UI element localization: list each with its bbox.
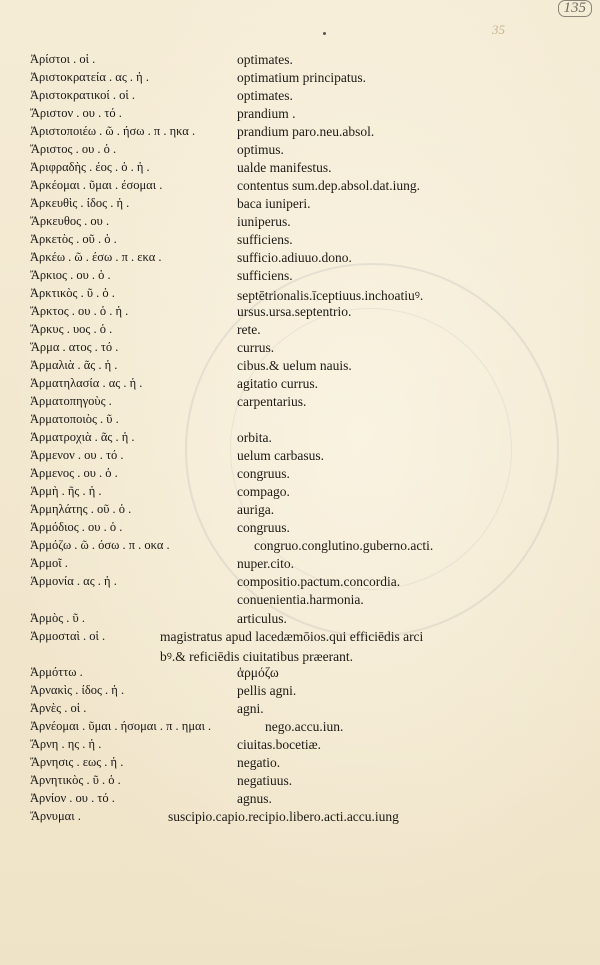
greek-headword: Ἀρκευθὶς . ίδος . ἡ . (30, 196, 130, 210)
latin-gloss: nego.accu.iun. (265, 719, 344, 734)
dictionary-entry (0, 124, 600, 144)
greek-headword: Ἁρμόδιος . ου . ὁ . (30, 520, 123, 534)
latin-gloss: ursus.ursa.septentrio. (237, 304, 352, 319)
latin-gloss: sufficiens. (237, 232, 293, 247)
greek-headword: Ἁρματοποιὸς . ῦ . (30, 412, 119, 426)
greek-headword: Ἄριστον . ου . τό . (30, 106, 122, 120)
dictionary-entry (0, 160, 600, 180)
dictionary-entry (0, 484, 600, 504)
greek-headword: Ἄρνη . ης . ἡ . (30, 737, 102, 751)
latin-gloss: agni. (237, 701, 264, 716)
latin-gloss: baca iuniperi. (237, 196, 311, 211)
dictionary-entry (0, 574, 600, 594)
latin-gloss: agnus. (237, 791, 272, 806)
latin-gloss: agitatio currus. (237, 376, 318, 391)
greek-headword: Ἅρμα . ατος . τό . (30, 340, 119, 354)
dictionary-entry (0, 791, 600, 811)
greek-headword: Ἀρμαλιὰ . ᾶς . ἡ . (30, 358, 118, 372)
greek-headword: Ἄρκυς . υος . ὁ . (30, 322, 113, 336)
greek-headword: Ἁρμὸς . ῦ . (30, 611, 85, 625)
latin-gloss: cibus.& uelum nauis. (237, 358, 352, 373)
dictionary-entry (0, 322, 600, 342)
greek-headword: Ἀριστοκρατεία . ας . ἡ . (30, 70, 149, 84)
greek-headword: Ἀρίστοι . οἱ . (30, 52, 96, 66)
dictionary-entry (0, 358, 600, 378)
dictionary-entry (0, 665, 600, 685)
dictionary-entry (0, 394, 600, 414)
latin-gloss: ualde manifestus. (237, 160, 332, 175)
dictionary-entry (0, 611, 600, 631)
dictionary-entry (0, 466, 600, 486)
dictionary-entry-continuation (0, 647, 600, 667)
latin-gloss: compositio.pactum.concordia. (237, 574, 401, 589)
latin-gloss: articulus. (237, 611, 287, 626)
greek-headword: Ἀρκέομαι . ῦμαι . έσομαι . (30, 178, 163, 192)
latin-gloss: rete. (237, 322, 261, 337)
dictionary-entry (0, 412, 600, 432)
greek-headword: Ἀρνέομαι . ῦμαι . ήσομαι . π . ημαι . (30, 719, 212, 733)
greek-headword: Ἀρνακὶς . ίδος . ἡ . (30, 683, 125, 697)
greek-headword: Ἄρκιος . ου . ὁ . (30, 268, 111, 282)
greek-headword: Ἀριστοποιέω . ῶ . ήσω . π . ηκα . (30, 124, 196, 138)
greek-headword: Ἀρνίον . ου . τό . (30, 791, 115, 805)
greek-headword: Ἁρμονία . ας . ἡ . (30, 574, 117, 588)
latin-gloss: sufficiens. (237, 268, 293, 283)
greek-headword: Ἁρμοσταὶ . οἱ . (30, 629, 106, 643)
latin-gloss: currus. (237, 340, 275, 355)
dictionary-entry (0, 538, 600, 558)
greek-headword: Ἁρμενον . ου . τό . (30, 448, 124, 462)
dictionary-entry (0, 52, 600, 72)
greek-headword: Ἄρκευθος . ου . (30, 214, 110, 228)
latin-gloss: prandium paro.neu.absol. (237, 124, 375, 139)
latin-gloss: optimatium principatus. (237, 70, 366, 85)
latin-gloss: congruus. (237, 466, 290, 481)
latin-gloss: prandium . (237, 106, 296, 121)
greek-headword: Ἁρμόζω . ῶ . όσω . π . οκα . (30, 538, 170, 552)
latin-gloss: suscipio.capio.recipio.libero.acti.accu.iung (168, 809, 399, 824)
latin-gloss: congruus. (237, 520, 290, 535)
latin-gloss: pellis agni. (237, 683, 297, 698)
latin-gloss: congruo.conglutino.guberno.acti. (254, 538, 434, 553)
dictionary-entry (0, 430, 600, 450)
greek-headword: Ἀρκτικὸς . ῦ . ὁ . (30, 286, 115, 300)
latin-gloss: optimates. (237, 88, 293, 103)
greek-headword: Ἄρνυμαι . (30, 809, 81, 823)
dictionary-entry (0, 520, 600, 540)
dictionary-entry (0, 268, 600, 288)
page-number: 135 (558, 0, 593, 17)
greek-headword: Ἄρνησις . εως . ἡ . (30, 755, 124, 769)
dictionary-entry (0, 448, 600, 468)
greek-headword: Ἁρμοῖ . (30, 556, 68, 570)
dictionary-entry (0, 737, 600, 757)
dictionary-entry (0, 629, 600, 649)
dictionary-entry (0, 340, 600, 360)
dictionary-entry (0, 376, 600, 396)
latin-gloss: bꝰ.& reficiēdis ciuitatibus præerant. (160, 649, 353, 664)
dictionary-entry (0, 773, 600, 793)
latin-gloss: optimus. (237, 142, 284, 157)
greek-headword: Ἀριστοκρατικοί . οἱ . (30, 88, 135, 102)
dictionary-entry (0, 683, 600, 703)
dictionary-entry-continuation (0, 592, 600, 612)
latin-gloss: optimates. (237, 52, 293, 67)
dictionary-entry (0, 556, 600, 576)
greek-headword: Ἀριφραδὴς . έος . ὁ . ἡ . (30, 160, 150, 174)
latin-gloss: carpentarius. (237, 394, 307, 409)
latin-gloss: contentus sum.dep.absol.dat.iung. (237, 178, 420, 193)
greek-headword: Ἁρμόττω . (30, 665, 83, 679)
greek-headword: Ἁρματηλασία . ας . ἡ . (30, 376, 143, 390)
dictionary-entry (0, 196, 600, 216)
dictionary-entry (0, 304, 600, 324)
dictionary-entry (0, 502, 600, 522)
greek-headword: Ἁρμενος . ου . ὁ . (30, 466, 118, 480)
dictionary-entry (0, 701, 600, 721)
greek-headword: Ἁρμὴ . ῆς . ἡ . (30, 484, 102, 498)
latin-gloss: uelum carbasus. (237, 448, 324, 463)
latin-gloss: negatiuus. (237, 773, 293, 788)
greek-headword: Ἄρκτος . ου . ὁ . ἡ . (30, 304, 129, 318)
greek-headword: Ἀρνὲς . οἱ . (30, 701, 87, 715)
latin-gloss: conuenientia.harmonia. (237, 592, 364, 607)
dictionary-entry (0, 178, 600, 198)
greek-headword: Ἀρκετὸς . οῦ . ὁ . (30, 232, 117, 246)
greek-headword: Ἀρνητικὸς . ῦ . ὁ . (30, 773, 121, 787)
dictionary-entry (0, 88, 600, 108)
dictionary-entry (0, 719, 600, 739)
dictionary-entry (0, 142, 600, 162)
latin-gloss: ciuitas.bocetiæ. (237, 737, 321, 752)
dictionary-entry (0, 70, 600, 90)
dictionary-entry (0, 106, 600, 126)
dictionary-entry (0, 250, 600, 270)
latin-gloss: magistratus apud lacedæmōios.qui efficiēdis arci (160, 629, 424, 644)
dictionary-entry (0, 232, 600, 252)
greek-headword: Ἀρκέω . ῶ . έσω . π . εκα . (30, 250, 162, 264)
latin-gloss: ἁρμόζω (237, 665, 279, 680)
greek-headword: Ἁρματροχιὰ . ᾶς . ἡ . (30, 430, 135, 444)
latin-gloss: compago. (237, 484, 290, 499)
latin-gloss: iuniperus. (237, 214, 291, 229)
latin-gloss: septētrionalis.īceptiuus.inchoatiuꝰ. (237, 288, 424, 303)
greek-headword: Ἁρμηλάτης . οῦ . ὁ . (30, 502, 132, 516)
dictionary-entry (0, 809, 600, 829)
latin-gloss: sufficio.adiuuo.dono. (237, 250, 352, 265)
greek-headword: Ἄριστος . ου . ὁ . (30, 142, 117, 156)
faint-page-number: 35 (492, 22, 505, 37)
latin-gloss: orbita. (237, 430, 272, 445)
latin-gloss: nuper.cito. (237, 556, 294, 571)
dictionary-entry (0, 286, 600, 306)
latin-gloss: auriga. (237, 502, 275, 517)
dictionary-entry (0, 214, 600, 234)
latin-gloss: negatio. (237, 755, 281, 770)
greek-headword: Ἁρματοπηγοὺς . (30, 394, 112, 408)
dictionary-entry (0, 755, 600, 775)
